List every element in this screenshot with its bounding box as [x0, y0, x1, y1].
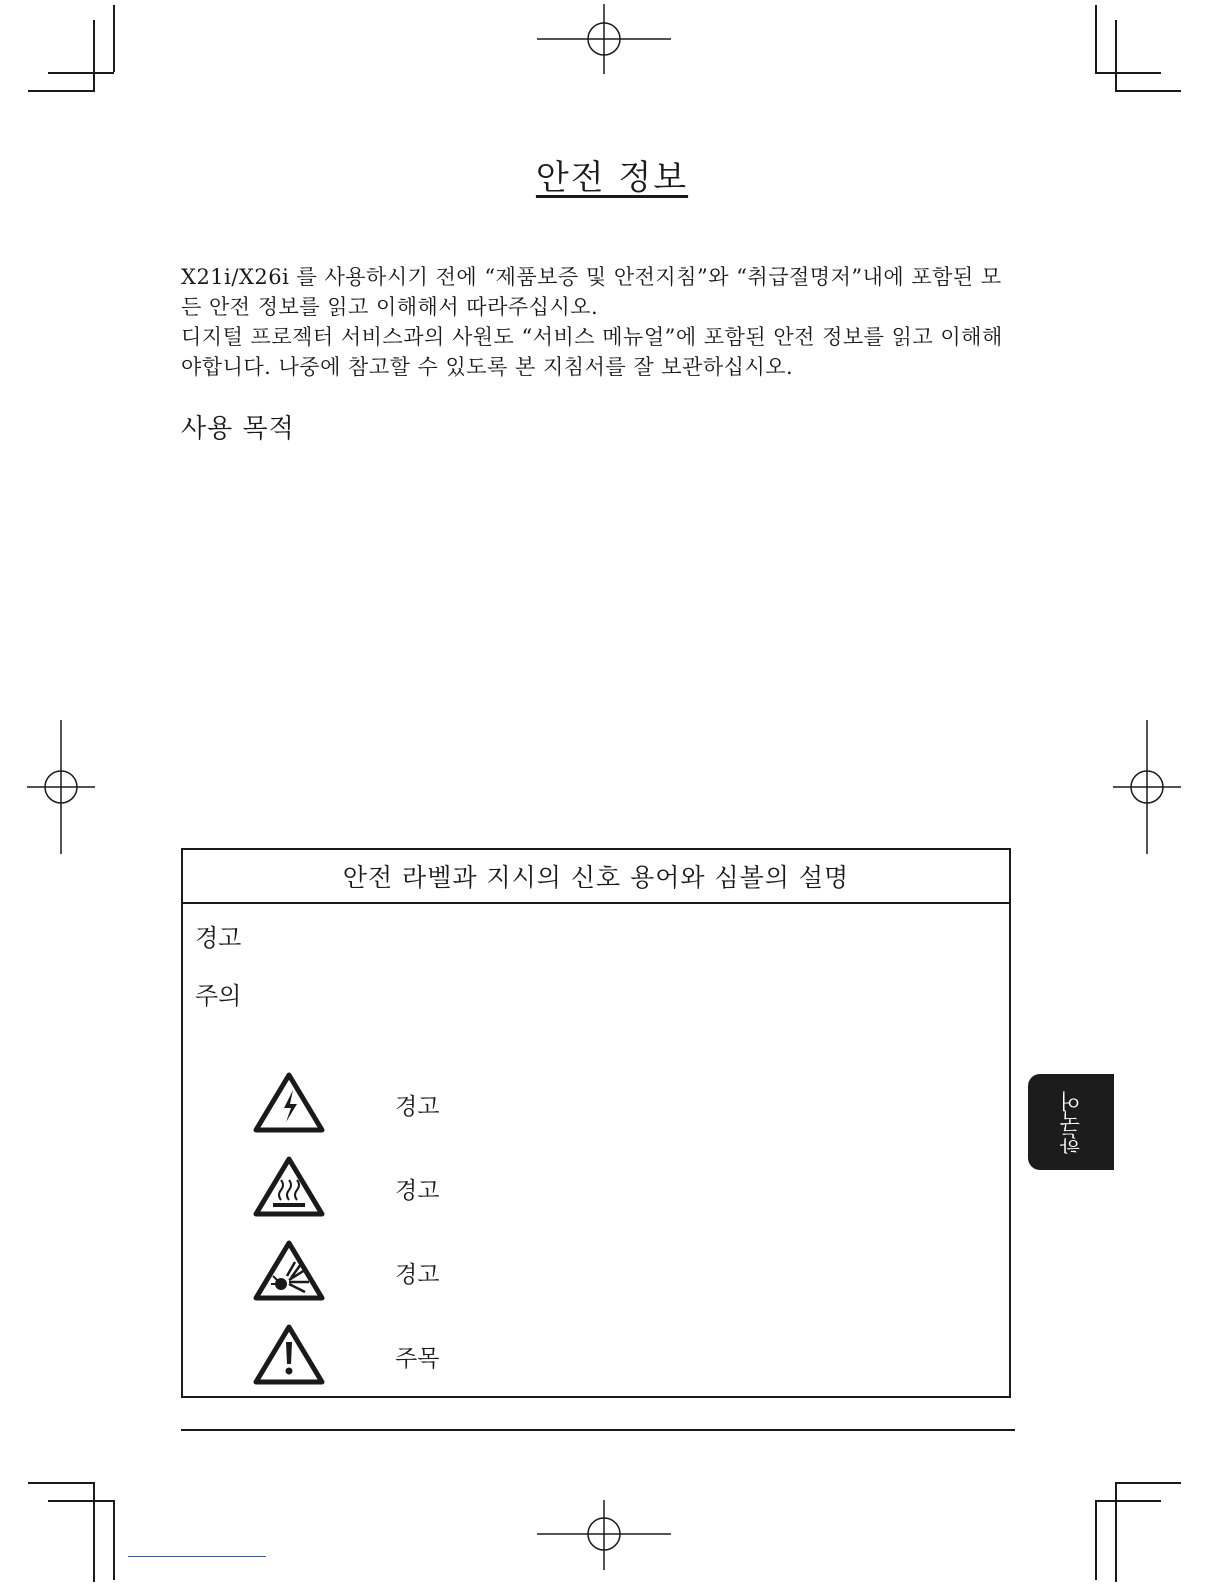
intro-paragraph: X21i/X26i 를 사용하시기 전에 “제품보증 및 안전지침”와 “취급절명저”내에 포함된 모든 안전 정보를 읽고 이해해서 따라주십시오. — [181, 265, 1002, 319]
crop-mark — [48, 1500, 114, 1502]
symbol-row — [253, 1240, 953, 1310]
hot-surface-warning-icon — [253, 1156, 325, 1218]
language-tab — [1028, 1074, 1114, 1170]
safety-label-box — [181, 848, 1011, 1398]
registration-mark-right — [1113, 720, 1181, 854]
symbol-label: 경고 — [395, 1178, 440, 1204]
signal-word-caution: 주의 — [195, 982, 242, 1010]
crop-mark — [1115, 20, 1117, 92]
language-tab-label: 한국어 — [1059, 1090, 1083, 1154]
crop-mark — [93, 1482, 95, 1582]
intro-paragraph: 디지털 프로젝터 서비스과의 사원도 “서비스 메뉴얼”에 포함된 안전 정보를 읽고 이해해야합니다. 나중에 참고할 수 있도록 본 지침서를 잘 보관하십시오. — [181, 325, 1003, 379]
crop-mark — [113, 1500, 115, 1580]
registration-mark-top — [537, 4, 671, 74]
crop-mark — [1115, 1482, 1117, 1582]
symbol-label: 경고 — [395, 1094, 440, 1120]
explosion-warning-icon — [253, 1240, 325, 1302]
crop-mark — [1095, 72, 1161, 74]
crop-mark — [48, 72, 114, 74]
box-header: 안전 라벨과 지시의 신호 용어와 심볼의 설명 — [183, 850, 1009, 904]
crop-mark — [1115, 1482, 1181, 1484]
crop-mark — [1115, 90, 1181, 92]
symbol-row — [253, 1324, 953, 1394]
purpose-heading: 사용 목적 — [181, 414, 295, 444]
symbol-label: 주목 — [395, 1346, 440, 1372]
symbol-row — [253, 1156, 953, 1226]
registration-mark-bottom — [537, 1500, 671, 1570]
signal-word-warning: 경고 — [195, 924, 242, 952]
crop-mark — [1095, 1500, 1161, 1502]
footer-link-line — [128, 1556, 266, 1557]
symbol-row — [253, 1072, 953, 1142]
crop-mark — [1095, 1500, 1097, 1580]
crop-mark — [93, 20, 95, 92]
electric-shock-warning-icon — [253, 1072, 325, 1134]
registration-mark-left — [27, 720, 95, 854]
page-title: 안전 정보 — [535, 158, 689, 198]
general-caution-icon — [253, 1324, 325, 1386]
crop-mark — [28, 1482, 94, 1484]
crop-mark — [28, 90, 94, 92]
intro-text — [181, 262, 1021, 382]
crop-mark — [1095, 5, 1097, 72]
crop-mark — [113, 5, 115, 72]
symbol-label: 경고 — [395, 1262, 440, 1288]
footer-rule — [181, 1429, 1015, 1431]
